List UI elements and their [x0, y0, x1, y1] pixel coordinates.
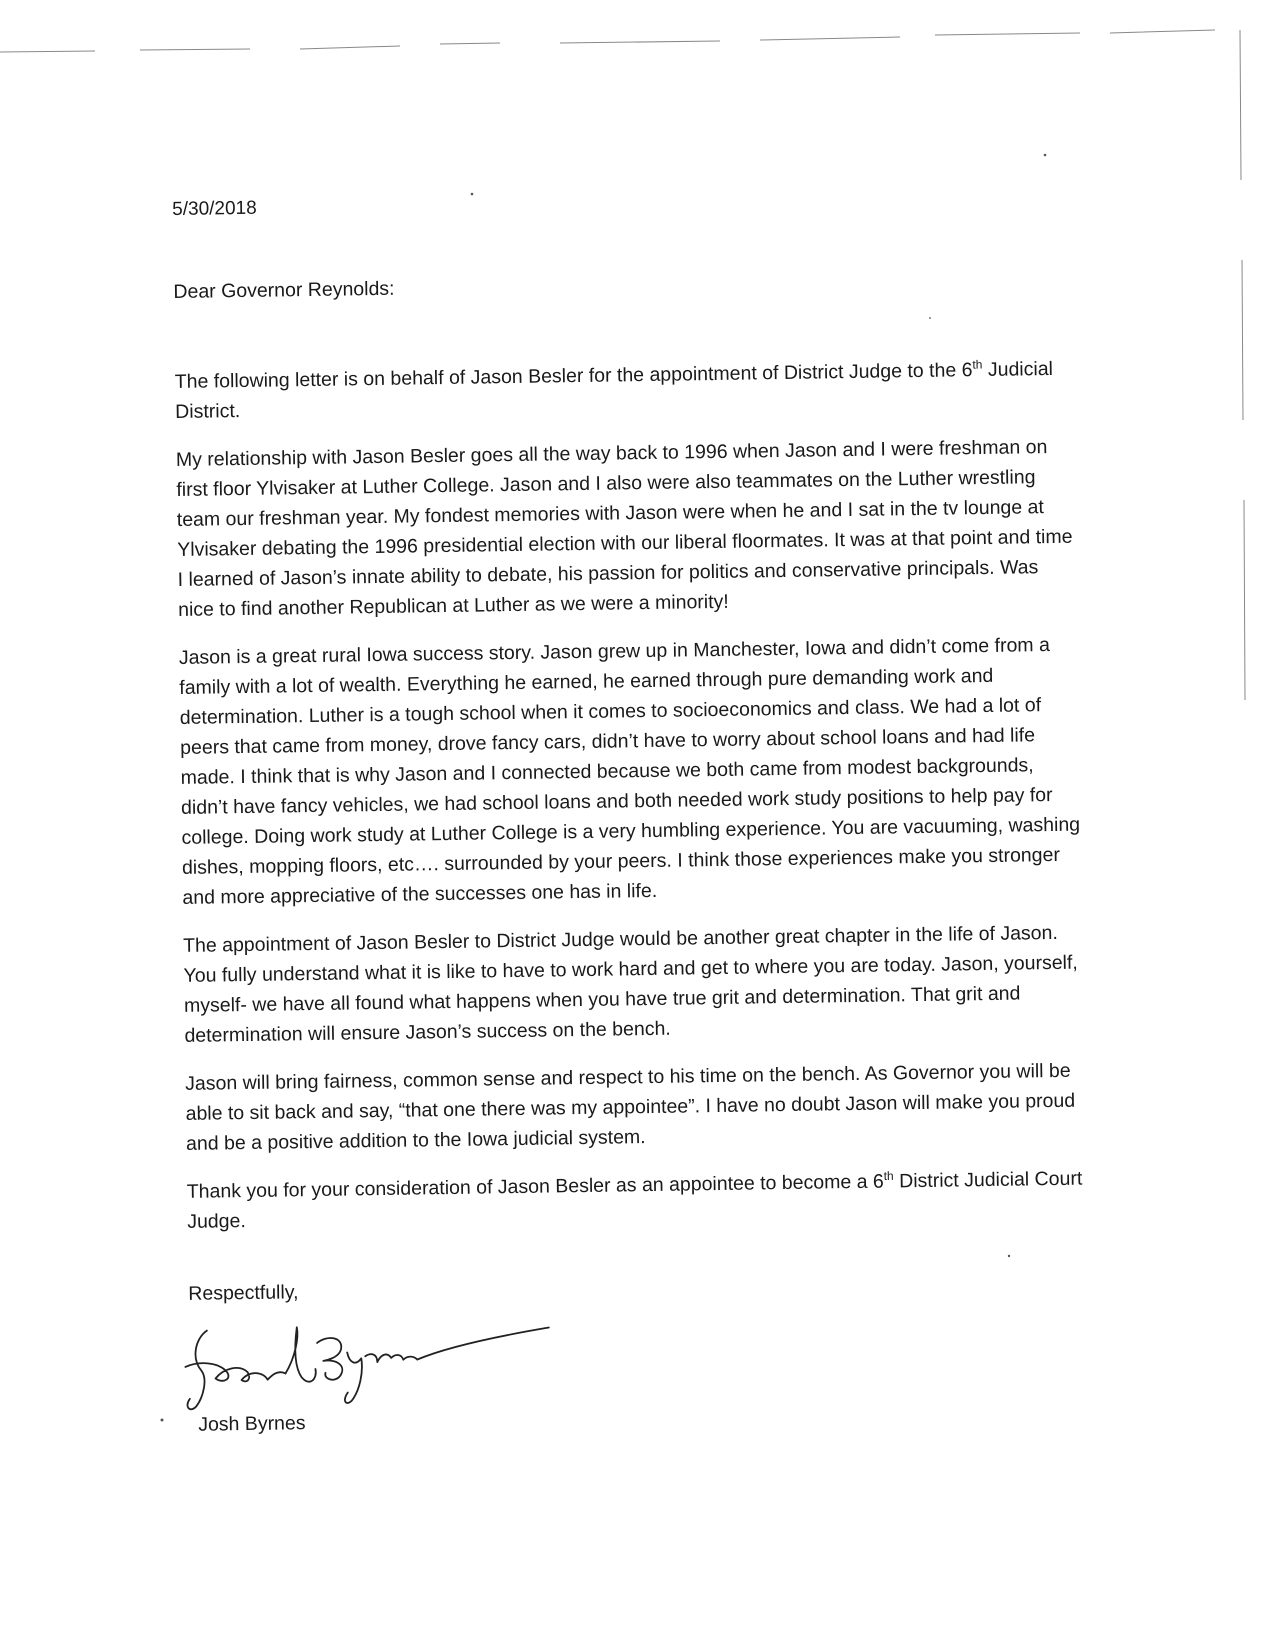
letter-paragraph-thanks	[187, 1164, 1088, 1237]
thanks-text: Thank you for your consideration of Jason Besler as an appointee to become a 6	[186, 1170, 884, 1203]
ordinal-suffix: th	[972, 357, 983, 372]
letter-salutation: Dear Governor Reynolds:	[173, 277, 395, 303]
handwritten-signature	[177, 1313, 558, 1419]
letter-paragraph-relationship: My relationship with Jason Besler goes all the way back to 1996 when Jason and I were freshman on first floor Ylvisaker at Luther College. Jason and I also were also teammates on the Luther wrestling team our freshman year. My fondest memories with Jason were when he and I sat in the tv lounge at Ylvisaker debating the 1996 presidential election with our liberal floormates. It was at that point and time I learned of Jason’s innate ability to debate, his passion for politics and conservative principals. Was nice to find another Republican at Luther as we were a minority!	[175, 436, 1073, 621]
letter-paragraph-background: Jason is a great rural Iowa success story. Jason grew up in Manchester, Iowa and didn’t come from a family with a lot of wealth. Everything he earned, he earned through pure demanding work and determination. Luther is a tough school when it comes to socioeconomics and class. We had a lot of peers that came from money, drove fancy cars, didn’t have to worry about school loans and had life made. I think that is why Jason and I connected because we both came from modest backgrounds, didn’t have fancy vehicles, we had school loans and both needed work study positions to help pay for college. Doing work study at Luther College is a very humbling experience. You are vacuuming, washing dishes, mopping floors, etc…. surrounded by your peers. I think those experiences make you stronger and more appreciative of the successes one has in life.	[178, 634, 1081, 909]
letter-paragraph-intro	[175, 354, 1076, 427]
scan-speck	[1044, 154, 1047, 157]
thanks-text-end: District Judicial Court Judge.	[187, 1167, 1083, 1233]
scan-edge-top	[0, 30, 1215, 52]
scan-edge-right	[1240, 30, 1245, 700]
ordinal-suffix: th	[883, 1168, 894, 1184]
letter-body	[172, 182, 1090, 1449]
intro-text-end: Judicial District.	[175, 357, 1054, 423]
scan-speck	[161, 1419, 164, 1422]
intro-text: The following letter is on behalf of Jason Besler for the appointment of District Judge to the 6	[174, 359, 973, 393]
letter-paragraph-appointment: The appointment of Jason Besler to District Judge would be another great chapter in the life of Jason. You fully understand what it is like to have to work hard and get to where you are today. Jason, yourself, myself- we have all found what happens when you have true grit and determination. That grit and determination will ensure Jason’s success on the bench.	[182, 921, 1078, 1047]
letter-date: 5/30/2018	[172, 197, 257, 220]
letter-paragraph-qualities: Jason will bring fairness, common sense and respect to his time on the bench. As Governor you will be able to sit back and say, “that one there was my appointee”. I have no doubt Jason will make you proud and be a positive addition to the Iowa judicial system.	[185, 1059, 1076, 1155]
letter-closing: Respectfully,	[188, 1281, 299, 1305]
signature-block	[189, 1315, 1091, 1448]
signer-name: Josh Byrnes	[198, 1412, 306, 1436]
